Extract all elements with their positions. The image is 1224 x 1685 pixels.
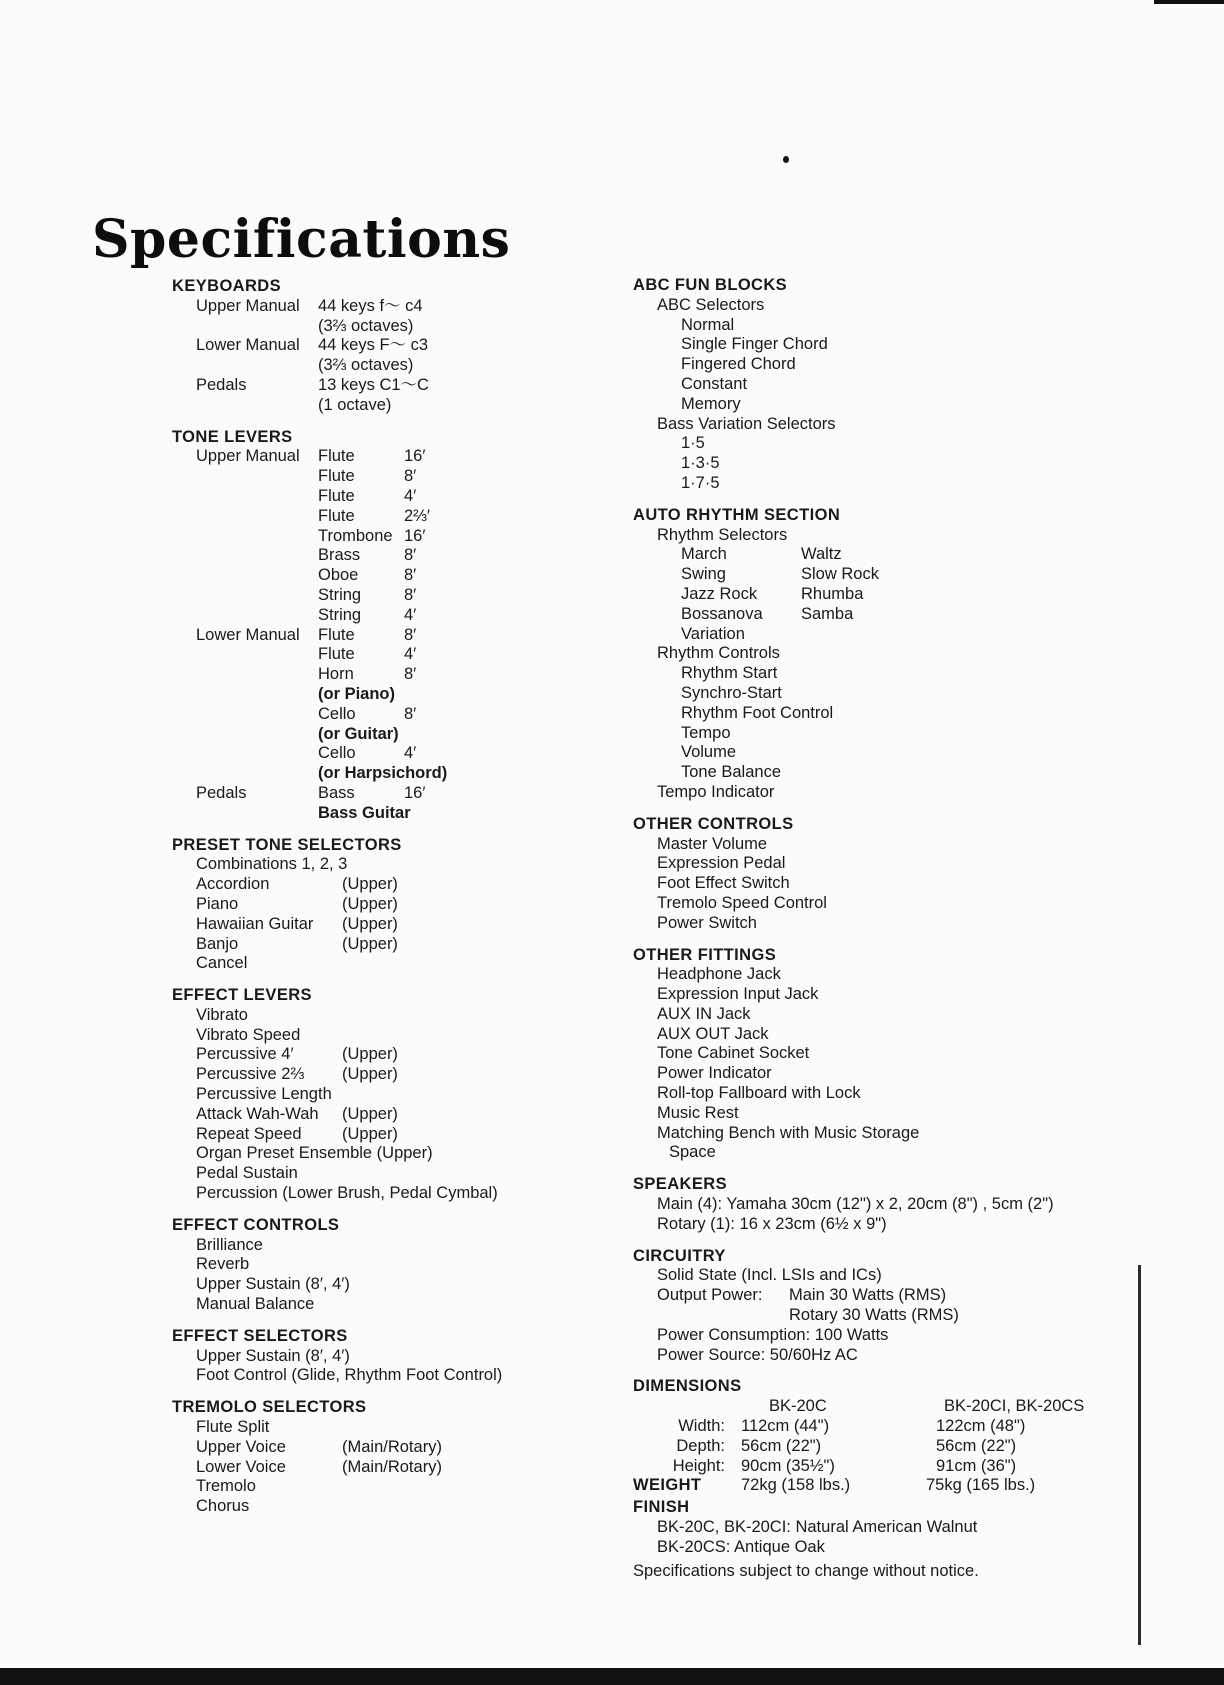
rhythm-name: Waltz [801, 545, 842, 564]
tone-lever-row [172, 804, 612, 824]
dimension-row [633, 1417, 1153, 1437]
item-note: (Upper) [342, 1065, 398, 1084]
item-note: (Upper) [342, 1124, 398, 1143]
item-note: (Upper) [342, 894, 398, 913]
tone-lever-name: (or Guitar) [318, 724, 399, 743]
tone-lever-row [172, 467, 612, 487]
list-item: Tempo [681, 723, 731, 742]
list-item [172, 1477, 612, 1497]
item-name: Upper Voice [196, 1437, 286, 1456]
list-item: Roll-top Fallboard with Lock [657, 1084, 861, 1103]
item-name: Piano [196, 894, 239, 913]
tone-lever-row [172, 764, 612, 784]
dimension-value-2: 56cm (22") [936, 1436, 1017, 1455]
item-name: Attack Wah-Wah [196, 1104, 319, 1123]
list-item [172, 915, 612, 935]
abc-fun-blocks-section [633, 276, 1153, 494]
list-item: 1·7·5 [681, 473, 720, 492]
list-item [172, 1418, 612, 1438]
bottom-edge-bar [0, 1668, 1224, 1685]
abc-selectors-list [633, 316, 1153, 415]
item-note: (Upper) [342, 1045, 398, 1064]
tone-lever-manual [172, 645, 318, 665]
tone-lever-footage: 8′ [404, 704, 417, 723]
list-item: BK-20C, BK-20CI: Natural American Walnut [657, 1518, 978, 1537]
list-item: Master Volume [657, 834, 768, 853]
dimension-row [633, 1457, 1153, 1477]
tone-lever-footage: 4′ [404, 605, 417, 624]
section-heading: KEYBOARDS [172, 277, 282, 295]
tone-lever-manual [172, 467, 318, 487]
tone-lever-name: Flute [318, 467, 355, 486]
tone-lever-manual [172, 725, 318, 745]
tone-lever-name: Cello [318, 704, 356, 723]
list-item: Expression Pedal [657, 854, 786, 873]
tone-lever-manual [172, 804, 318, 824]
list-item: Foot Effect Switch [657, 874, 790, 893]
list-item: Tremolo Speed Control [657, 893, 827, 912]
rhythm-controls-list [633, 664, 1153, 783]
keyboard-row [172, 376, 612, 396]
circuitry-section [633, 1247, 1153, 1366]
item-name: Tremolo [196, 1477, 256, 1496]
dimension-row [633, 1437, 1153, 1457]
keyboard-row [172, 297, 612, 317]
keyboard-value: (3⅔ octaves) [318, 316, 414, 335]
tone-lever-manual: Lower Manual [196, 625, 300, 644]
item-name: Percussive 2⅔ [196, 1065, 305, 1084]
list-item [172, 1144, 612, 1164]
finish-list [633, 1518, 1153, 1558]
rhythm-row [633, 585, 1153, 605]
tone-lever-manual [172, 546, 318, 566]
tone-lever-row [172, 705, 612, 725]
finish-section [633, 1498, 1153, 1557]
dimensions-table [633, 1417, 1153, 1476]
item-name: Cancel [196, 954, 248, 973]
list-item [172, 954, 612, 974]
section-heading: DIMENSIONS [633, 1377, 742, 1396]
tone-lever-row [172, 645, 612, 665]
preset-tone-list [172, 855, 612, 974]
other-controls-section [633, 815, 1153, 934]
dimension-value-1: 56cm (22") [741, 1436, 822, 1455]
item-name: Percussion (Lower Brush, Pedal Cymbal) [196, 1184, 498, 1203]
tone-lever-row [172, 685, 612, 705]
tone-lever-manual [172, 764, 318, 784]
list-item [172, 1164, 612, 1184]
item-name: Banjo [196, 934, 239, 953]
list-item [172, 875, 612, 895]
item-note: (Main/Rotary) [342, 1437, 442, 1456]
rhythm-name: Samba [801, 604, 854, 623]
list-item: Synchro-Start [681, 683, 782, 702]
tone-lever-row [172, 665, 612, 685]
tone-lever-footage: 8′ [404, 546, 417, 565]
list-item: BK-20CS: Antique Oak [657, 1537, 825, 1556]
tone-lever-row [172, 586, 612, 606]
item-name: Combinations 1, 2, 3 [196, 855, 348, 874]
tone-lever-row [172, 566, 612, 586]
item-name: Hawaiian Guitar [196, 914, 314, 933]
keyboard-label [172, 317, 318, 337]
tone-lever-manual [172, 566, 318, 586]
tone-lever-name: Cello [318, 744, 356, 763]
tone-lever-footage: 4′ [404, 486, 417, 505]
section-heading: SPEAKERS [633, 1175, 727, 1194]
auto-rhythm-section [633, 506, 1153, 803]
tone-lever-footage: 16′ [404, 447, 426, 466]
tone-lever-footage: 8′ [404, 467, 417, 486]
section-heading: WEIGHT [633, 1476, 702, 1495]
preset-tone-selectors-section [172, 836, 612, 975]
tone-lever-manual [172, 487, 318, 507]
item-name: Lower Voice [196, 1457, 286, 1476]
tone-lever-row [172, 784, 612, 804]
dimension-value-2: 91cm (36") [936, 1456, 1017, 1475]
subheading: Bass Variation Selectors [657, 414, 836, 433]
list-item: Constant [681, 374, 748, 393]
rhythm-name: March [681, 545, 727, 564]
tone-lever-name: Flute [318, 447, 355, 466]
tone-lever-manual [172, 744, 318, 764]
tone-lever-row [172, 527, 612, 547]
tone-lever-name: Flute [318, 625, 355, 644]
tone-lever-name: Flute [318, 486, 355, 505]
list-item [172, 1065, 612, 1085]
rhythm-selectors-list [633, 545, 1153, 644]
item-name: Organ Preset Ensemble (Upper) [196, 1144, 433, 1163]
effect-selectors-list [172, 1347, 612, 1387]
keyboard-row [172, 396, 612, 416]
section-heading: TONE LEVERS [172, 427, 293, 446]
list-item: Power Indicator [657, 1064, 772, 1083]
section-heading: OTHER FITTINGS [633, 945, 777, 964]
list-item: Music Rest [657, 1103, 739, 1122]
dimension-label: Height: [672, 1456, 725, 1475]
tone-lever-manual [172, 507, 318, 527]
section-heading: FINISH [633, 1498, 690, 1517]
item-note: (Upper) [342, 1104, 398, 1123]
keyboard-row [172, 336, 612, 356]
tone-lever-name: Bass Guitar [318, 803, 411, 822]
list-item [172, 855, 612, 875]
tone-lever-footage: 16′ [404, 526, 426, 545]
tone-levers-list [172, 447, 612, 823]
section-heading: PRESET TONE SELECTORS [172, 835, 402, 854]
top-edge-mark [1154, 0, 1224, 4]
section-heading: CIRCUITRY [633, 1246, 726, 1265]
dimensions-section [633, 1377, 1153, 1496]
effect-selectors-section [172, 1327, 612, 1386]
list-item: Power Source: 50/60Hz AC [657, 1345, 858, 1364]
page-edge-mark [1138, 1265, 1141, 1645]
tone-levers-section [172, 428, 612, 824]
list-item: Expression Input Jack [657, 985, 819, 1004]
effect-controls-list [172, 1236, 612, 1315]
tone-lever-name: Horn [318, 665, 354, 684]
speakers-list [633, 1195, 1153, 1235]
item-name: Flute Split [196, 1418, 270, 1437]
section-heading: TREMOLO SELECTORS [172, 1398, 367, 1417]
list-item: Rotary (1): 16 x 23cm (6½ x 9") [657, 1214, 887, 1233]
tone-lever-name: String [318, 585, 362, 604]
list-item [172, 1006, 612, 1026]
section-heading: EFFECT SELECTORS [172, 1326, 348, 1345]
rhythm-name: Bossanova [681, 604, 763, 623]
weight-value-1: 72kg (158 lbs.) [741, 1476, 851, 1495]
keyboard-value: (3⅔ octaves) [318, 356, 414, 375]
tone-lever-manual [172, 606, 318, 626]
output-power-rotary: Rotary 30 Watts (RMS) [789, 1306, 959, 1325]
other-controls-list [633, 835, 1153, 934]
tone-lever-row [172, 725, 612, 745]
model-column-2: BK-20CI, BK-20CS [944, 1397, 1085, 1416]
footnote: Specifications subject to change without notice. [633, 1561, 979, 1580]
list-item [172, 1458, 612, 1478]
rhythm-row [633, 605, 1153, 625]
rhythm-row [633, 565, 1153, 585]
tone-lever-manual: Upper Manual [196, 447, 300, 466]
tremolo-selectors-list [172, 1418, 612, 1517]
tone-lever-row [172, 744, 612, 764]
list-item [172, 1045, 612, 1065]
keyboard-label: Pedals [196, 375, 247, 394]
output-power-label: Output Power: [657, 1286, 763, 1305]
list-item [172, 1438, 612, 1458]
list-item: Single Finger Chord [681, 335, 828, 354]
speakers-section [633, 1175, 1153, 1234]
list-item: Fingered Chord [681, 355, 796, 374]
dimension-value-2: 122cm (48") [936, 1417, 1026, 1436]
list-item: AUX OUT Jack [657, 1024, 769, 1043]
tone-lever-name: Oboe [318, 566, 359, 585]
item-name: Accordion [196, 875, 270, 894]
tone-lever-footage: 2⅔′ [404, 506, 431, 525]
list-item: Brilliance [196, 1235, 263, 1254]
keyboard-value: 44 keys F～ c3 [318, 336, 429, 355]
ink-dot [783, 156, 789, 163]
tone-lever-name: (or Harpsichord) [318, 764, 448, 783]
list-item: Power Consumption: 100 Watts [657, 1325, 889, 1344]
item-name: Percussive Length [196, 1085, 332, 1104]
section-heading: AUTO RHYTHM SECTION [633, 505, 841, 524]
tone-lever-footage [395, 685, 455, 705]
left-column [172, 277, 612, 1529]
subheading: Rhythm Selectors [657, 525, 788, 544]
rhythm-name: Slow Rock [801, 565, 879, 584]
list-item [172, 1105, 612, 1125]
tone-lever-footage: 8′ [404, 625, 417, 644]
list-item: Upper Sustain (8′, 4′) [196, 1346, 350, 1365]
list-item: Memory [681, 394, 741, 413]
section-heading: EFFECT CONTROLS [172, 1215, 340, 1234]
dimension-value-1: 90cm (35½") [741, 1456, 835, 1475]
keyboards-list [172, 297, 612, 416]
section-heading: ABC FUN BLOCKS [633, 276, 788, 294]
section-heading: OTHER CONTROLS [633, 814, 794, 833]
tone-lever-footage: 4′ [404, 645, 417, 664]
keyboard-label [172, 356, 318, 376]
output-power-main: Main 30 Watts (RMS) [789, 1286, 947, 1305]
list-item [172, 1085, 612, 1105]
list-item [172, 935, 612, 955]
output-power-row [633, 1286, 1153, 1306]
list-item: Normal [681, 315, 735, 334]
list-item: AUX IN Jack [657, 1004, 751, 1023]
tone-lever-row [172, 546, 612, 566]
item-name: Repeat Speed [196, 1124, 302, 1143]
tone-lever-manual [172, 586, 318, 606]
keyboard-row [172, 317, 612, 337]
tone-lever-manual [172, 665, 318, 685]
weight-value-2: 75kg (165 lbs.) [926, 1476, 1036, 1495]
bass-variation-list [633, 434, 1153, 493]
item-name: Pedal Sustain [196, 1164, 298, 1183]
item-name: Chorus [196, 1497, 250, 1516]
tone-lever-name: Flute [318, 645, 355, 664]
list-item: Headphone Jack [657, 965, 781, 984]
keyboard-value: 44 keys f～ c4 [318, 296, 423, 315]
rhythm-row [633, 545, 1153, 565]
list-item: Solid State (Incl. LSIs and ICs) [657, 1266, 882, 1285]
dimension-value-1: 112cm (44") [741, 1417, 830, 1436]
tone-lever-row [172, 606, 612, 626]
output-power-row [633, 1306, 1153, 1326]
tone-lever-row [172, 626, 612, 646]
list-item [172, 1497, 612, 1517]
dimension-label: Width: [678, 1417, 725, 1436]
subheading: ABC Selectors [657, 295, 765, 314]
dimensions-header [633, 1397, 1153, 1417]
tone-lever-name: String [318, 605, 362, 624]
list-item [172, 1184, 612, 1204]
dimension-label: Depth: [676, 1436, 725, 1455]
list-item: 1·3·5 [681, 454, 720, 473]
keyboards-section [172, 277, 612, 416]
tone-lever-footage: 8′ [404, 585, 417, 604]
list-item: Main (4): Yamaha 30cm (12") x 2, 20cm (8") , 5cm (2") [657, 1195, 1054, 1214]
tone-lever-footage [447, 764, 507, 784]
tone-lever-name: Bass [318, 783, 355, 802]
list-item: Matching Bench with Music Storage [657, 1123, 920, 1142]
other-fittings-section [633, 946, 1153, 1164]
tone-lever-row [172, 447, 612, 467]
keyboard-label: Upper Manual [196, 296, 300, 315]
list-item: Power Switch [657, 913, 757, 932]
item-note: (Upper) [342, 914, 398, 933]
tone-lever-footage: 8′ [404, 566, 417, 585]
keyboard-value: 13 keys C1～C [318, 375, 429, 394]
list-item: Reverb [196, 1255, 250, 1274]
list-item [172, 1125, 612, 1145]
rhythm-name: Rhumba [801, 584, 864, 603]
tone-lever-footage [411, 804, 471, 824]
list-item: Manual Balance [196, 1295, 315, 1314]
list-item: Rhythm Foot Control [681, 703, 834, 722]
tone-lever-name: (or Piano) [318, 684, 395, 703]
rhythm-row [633, 625, 1153, 645]
keyboard-label: Lower Manual [196, 336, 300, 355]
list-item: Space [669, 1143, 716, 1162]
tone-lever-manual [172, 527, 318, 547]
tone-lever-name: Flute [318, 506, 355, 525]
effect-controls-section [172, 1216, 612, 1315]
tone-lever-row [172, 507, 612, 527]
keyboard-row [172, 356, 612, 376]
item-name: Vibrato Speed [196, 1025, 301, 1044]
weight-row [633, 1476, 1153, 1496]
list-item: Rhythm Start [681, 664, 778, 683]
list-item: Tempo Indicator [657, 782, 775, 801]
item-note: (Upper) [342, 934, 398, 953]
list-item: Tone Cabinet Socket [657, 1044, 810, 1063]
tremolo-selectors-section [172, 1398, 612, 1517]
tone-lever-manual [172, 685, 318, 705]
item-note: (Main/Rotary) [342, 1457, 442, 1476]
tone-lever-footage [399, 725, 459, 745]
tone-lever-name: Brass [318, 546, 361, 565]
keyboard-value: (1 octave) [318, 395, 392, 414]
list-item: Upper Sustain (8′, 4′) [196, 1275, 350, 1294]
tone-lever-row [172, 487, 612, 507]
list-item [172, 1026, 612, 1046]
list-item: 1·5 [681, 434, 705, 453]
list-item: Foot Control (Glide, Rhythm Foot Control) [196, 1366, 503, 1385]
tone-lever-footage: 16′ [404, 783, 426, 802]
tone-lever-manual [172, 705, 318, 725]
model-column-1: BK-20C [769, 1397, 827, 1416]
rhythm-name: Swing [681, 565, 726, 584]
keyboard-label [172, 396, 318, 416]
item-note: (Upper) [342, 875, 398, 894]
item-name: Vibrato [196, 1005, 248, 1024]
list-item: Volume [681, 743, 737, 762]
tone-lever-footage: 4′ [404, 744, 417, 763]
rhythm-name: Jazz Rock [681, 584, 758, 603]
other-fittings-list [633, 965, 1153, 1143]
list-item: Tone Balance [681, 763, 781, 782]
subheading: Rhythm Controls [657, 644, 780, 663]
section-heading: EFFECT LEVERS [172, 986, 312, 1005]
tone-lever-manual: Pedals [196, 783, 247, 802]
page-title: Specifications [92, 209, 511, 270]
effect-levers-list [172, 1006, 612, 1204]
effect-levers-section [172, 986, 612, 1204]
item-name: Percussive 4′ [196, 1045, 294, 1064]
rhythm-name: Variation [681, 624, 745, 643]
tone-lever-name: Trombone [318, 526, 393, 545]
tone-lever-footage: 8′ [404, 665, 417, 684]
right-column [633, 276, 1153, 1581]
list-item [172, 895, 612, 915]
